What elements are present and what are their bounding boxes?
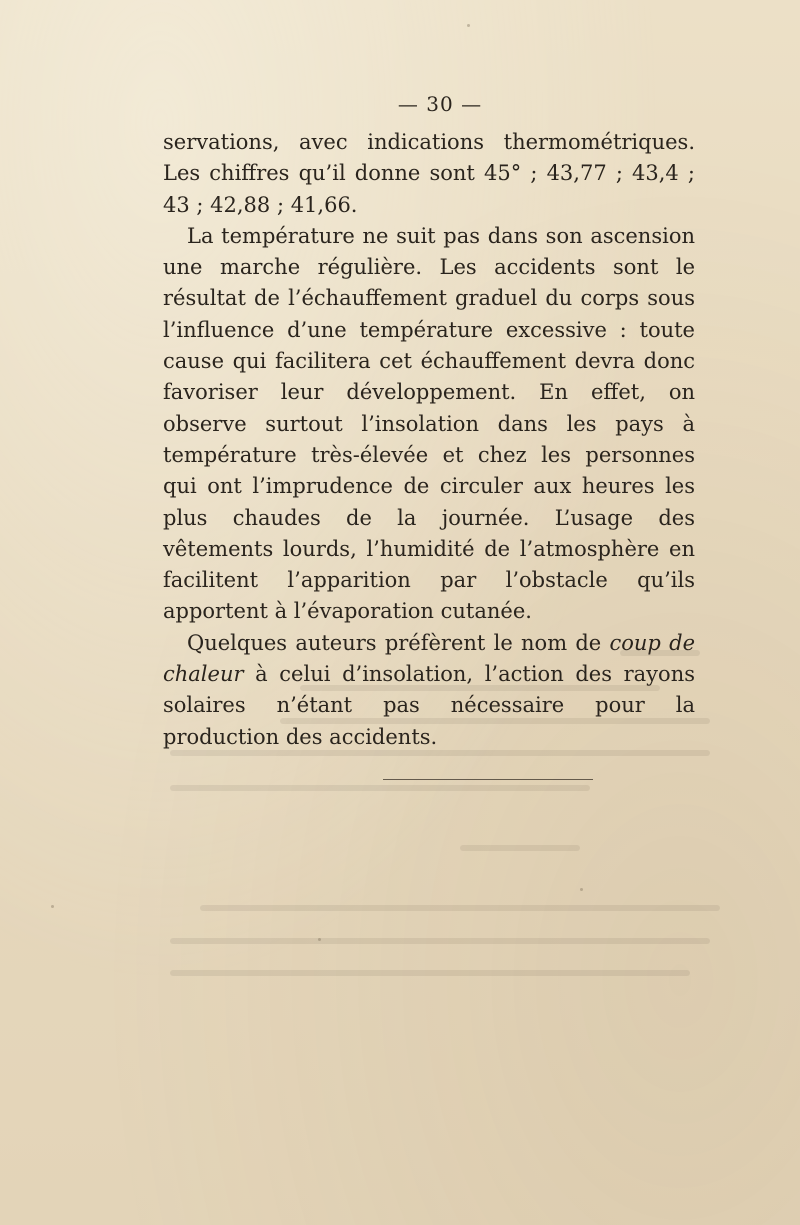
paper-speck: [318, 938, 321, 941]
body-text: [163, 127, 695, 753]
paper-speck: [467, 24, 470, 27]
paragraph-text: à celui d’insolation, l’action des rayons solaires n’étant pas nécessaire pour la production des accidents.: [163, 662, 695, 749]
paragraph: servations, avec indications thermométriques. Les chiffres qu’il donne sont 45° ; 43,77 ; 43,4 ; 43 ; 42,88 ; 41,66.: [163, 130, 695, 217]
paper-speck: [580, 888, 583, 891]
emphasis-text: coup de chaleur: [163, 630, 696, 687]
paragraph: La température ne suit pas dans son ascension une marche régulière. Les accidents sont le résultat de l’échauffement graduel du corps sous l’influence d’une température excessive : toute cause qui facilitera cet échauffement devra donc favoriser leur développement. En effet, on observe surtout l’insolation dans les pays à température très-élevée et chez les personnes qui ont l’imprudence de circuler aux heures les plus chaudes de la journée. L’usage des vêtements lourds, l’humidité de l’atmosphère en facilitent l’apparition par l’obstacle qu’ils apportent à l’évaporation cutanée.: [163, 223, 695, 624]
section-divider: [383, 779, 593, 780]
paragraph-text: Quelques auteurs préfèrent le nom de: [187, 630, 610, 655]
page-number: — 30 —: [397, 92, 483, 116]
paper-speck: [51, 905, 54, 908]
paragraph: [163, 628, 695, 753]
